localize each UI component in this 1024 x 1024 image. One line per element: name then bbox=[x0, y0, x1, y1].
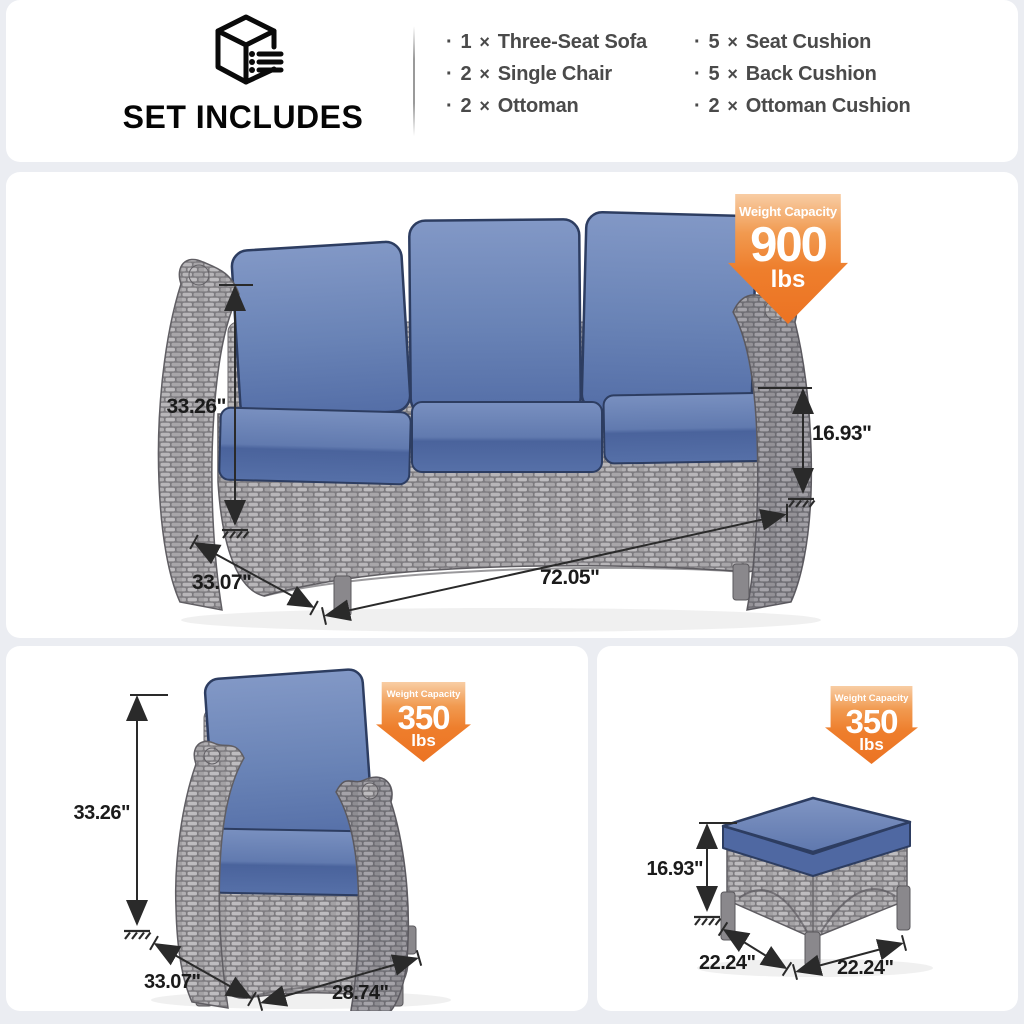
package-box-icon bbox=[208, 12, 284, 96]
sofa-height-dimension: 33.26" bbox=[166, 395, 226, 418]
ottoman-height-dimension: 16.93" bbox=[646, 858, 703, 880]
bullet: · bbox=[446, 31, 453, 53]
vertical-divider bbox=[413, 26, 415, 136]
ottoman-width-dimension: 22.24" bbox=[837, 957, 894, 979]
item-label: Back Cushion bbox=[745, 63, 877, 85]
item-qty: 2 bbox=[460, 63, 472, 85]
ottoman-weight-capacity-badge bbox=[825, 686, 918, 764]
ottoman-depth-dimension: 22.24" bbox=[699, 952, 756, 974]
sofa-width-dimension: 72.05" bbox=[540, 566, 600, 589]
badge-unit: lbs bbox=[859, 735, 884, 755]
badge-value: 350 bbox=[397, 699, 450, 736]
chair-seat-cushion bbox=[211, 829, 370, 896]
sofa-back-cushions bbox=[231, 212, 757, 421]
list-item bbox=[446, 63, 647, 95]
chair-height-dimension: 33.26" bbox=[73, 802, 130, 824]
badge-title: Weight Capacity bbox=[739, 204, 837, 219]
item-qty: 1 bbox=[460, 31, 472, 53]
list-item bbox=[694, 31, 910, 63]
sofa-seat-height-dimension: 16.93" bbox=[812, 422, 872, 445]
badge-unit: lbs bbox=[770, 265, 806, 293]
chair-width-dimension: 28.74" bbox=[332, 982, 389, 1004]
multiply-sign: × bbox=[479, 64, 490, 84]
item-label: Ottoman bbox=[497, 95, 579, 117]
list-item bbox=[694, 63, 910, 95]
multiply-sign: × bbox=[727, 96, 738, 116]
bullet: · bbox=[694, 31, 701, 53]
badge-title: Weight Capacity bbox=[386, 689, 461, 700]
bullet: · bbox=[694, 63, 701, 85]
item-label: Seat Cushion bbox=[745, 31, 872, 53]
badge-title: Weight Capacity bbox=[834, 693, 909, 704]
badge-unit: lbs bbox=[411, 731, 436, 751]
ottoman-illustration bbox=[597, 646, 1018, 1011]
badge-value: 900 bbox=[750, 218, 826, 272]
sofa-depth-dimension: 33.07" bbox=[192, 571, 252, 594]
multiply-sign: × bbox=[727, 64, 738, 84]
badge-value: 350 bbox=[845, 703, 898, 740]
bullet: · bbox=[446, 95, 453, 117]
chair-depth-dimension: 33.07" bbox=[144, 971, 201, 993]
item-qty: 5 bbox=[708, 63, 720, 85]
bullet: · bbox=[446, 63, 453, 85]
set-includes-title: SET INCLUDES bbox=[122, 99, 364, 135]
item-qty: 2 bbox=[708, 95, 720, 117]
set-includes-column-1 bbox=[446, 31, 647, 127]
list-item bbox=[694, 95, 910, 127]
shipping-lines bbox=[249, 51, 281, 73]
list-item bbox=[446, 31, 647, 63]
chair-card bbox=[6, 646, 588, 1011]
sofa-card bbox=[6, 172, 1018, 638]
item-label: Three-Seat Sofa bbox=[497, 31, 647, 53]
item-label: Ottoman Cushion bbox=[745, 95, 911, 117]
set-includes-card bbox=[6, 0, 1018, 162]
sofa-weight-capacity-badge bbox=[728, 194, 848, 324]
set-includes-column-2 bbox=[694, 31, 910, 127]
item-qty: 2 bbox=[460, 95, 472, 117]
chair-weight-capacity-badge bbox=[376, 682, 471, 762]
multiply-sign: × bbox=[479, 32, 490, 52]
item-label: Single Chair bbox=[497, 63, 613, 85]
list-item bbox=[446, 95, 647, 127]
multiply-sign: × bbox=[479, 96, 490, 116]
multiply-sign: × bbox=[727, 32, 738, 52]
chair-illustration bbox=[6, 646, 588, 1011]
bullet: · bbox=[694, 95, 701, 117]
ottoman-card bbox=[597, 646, 1018, 1011]
item-qty: 5 bbox=[708, 31, 720, 53]
